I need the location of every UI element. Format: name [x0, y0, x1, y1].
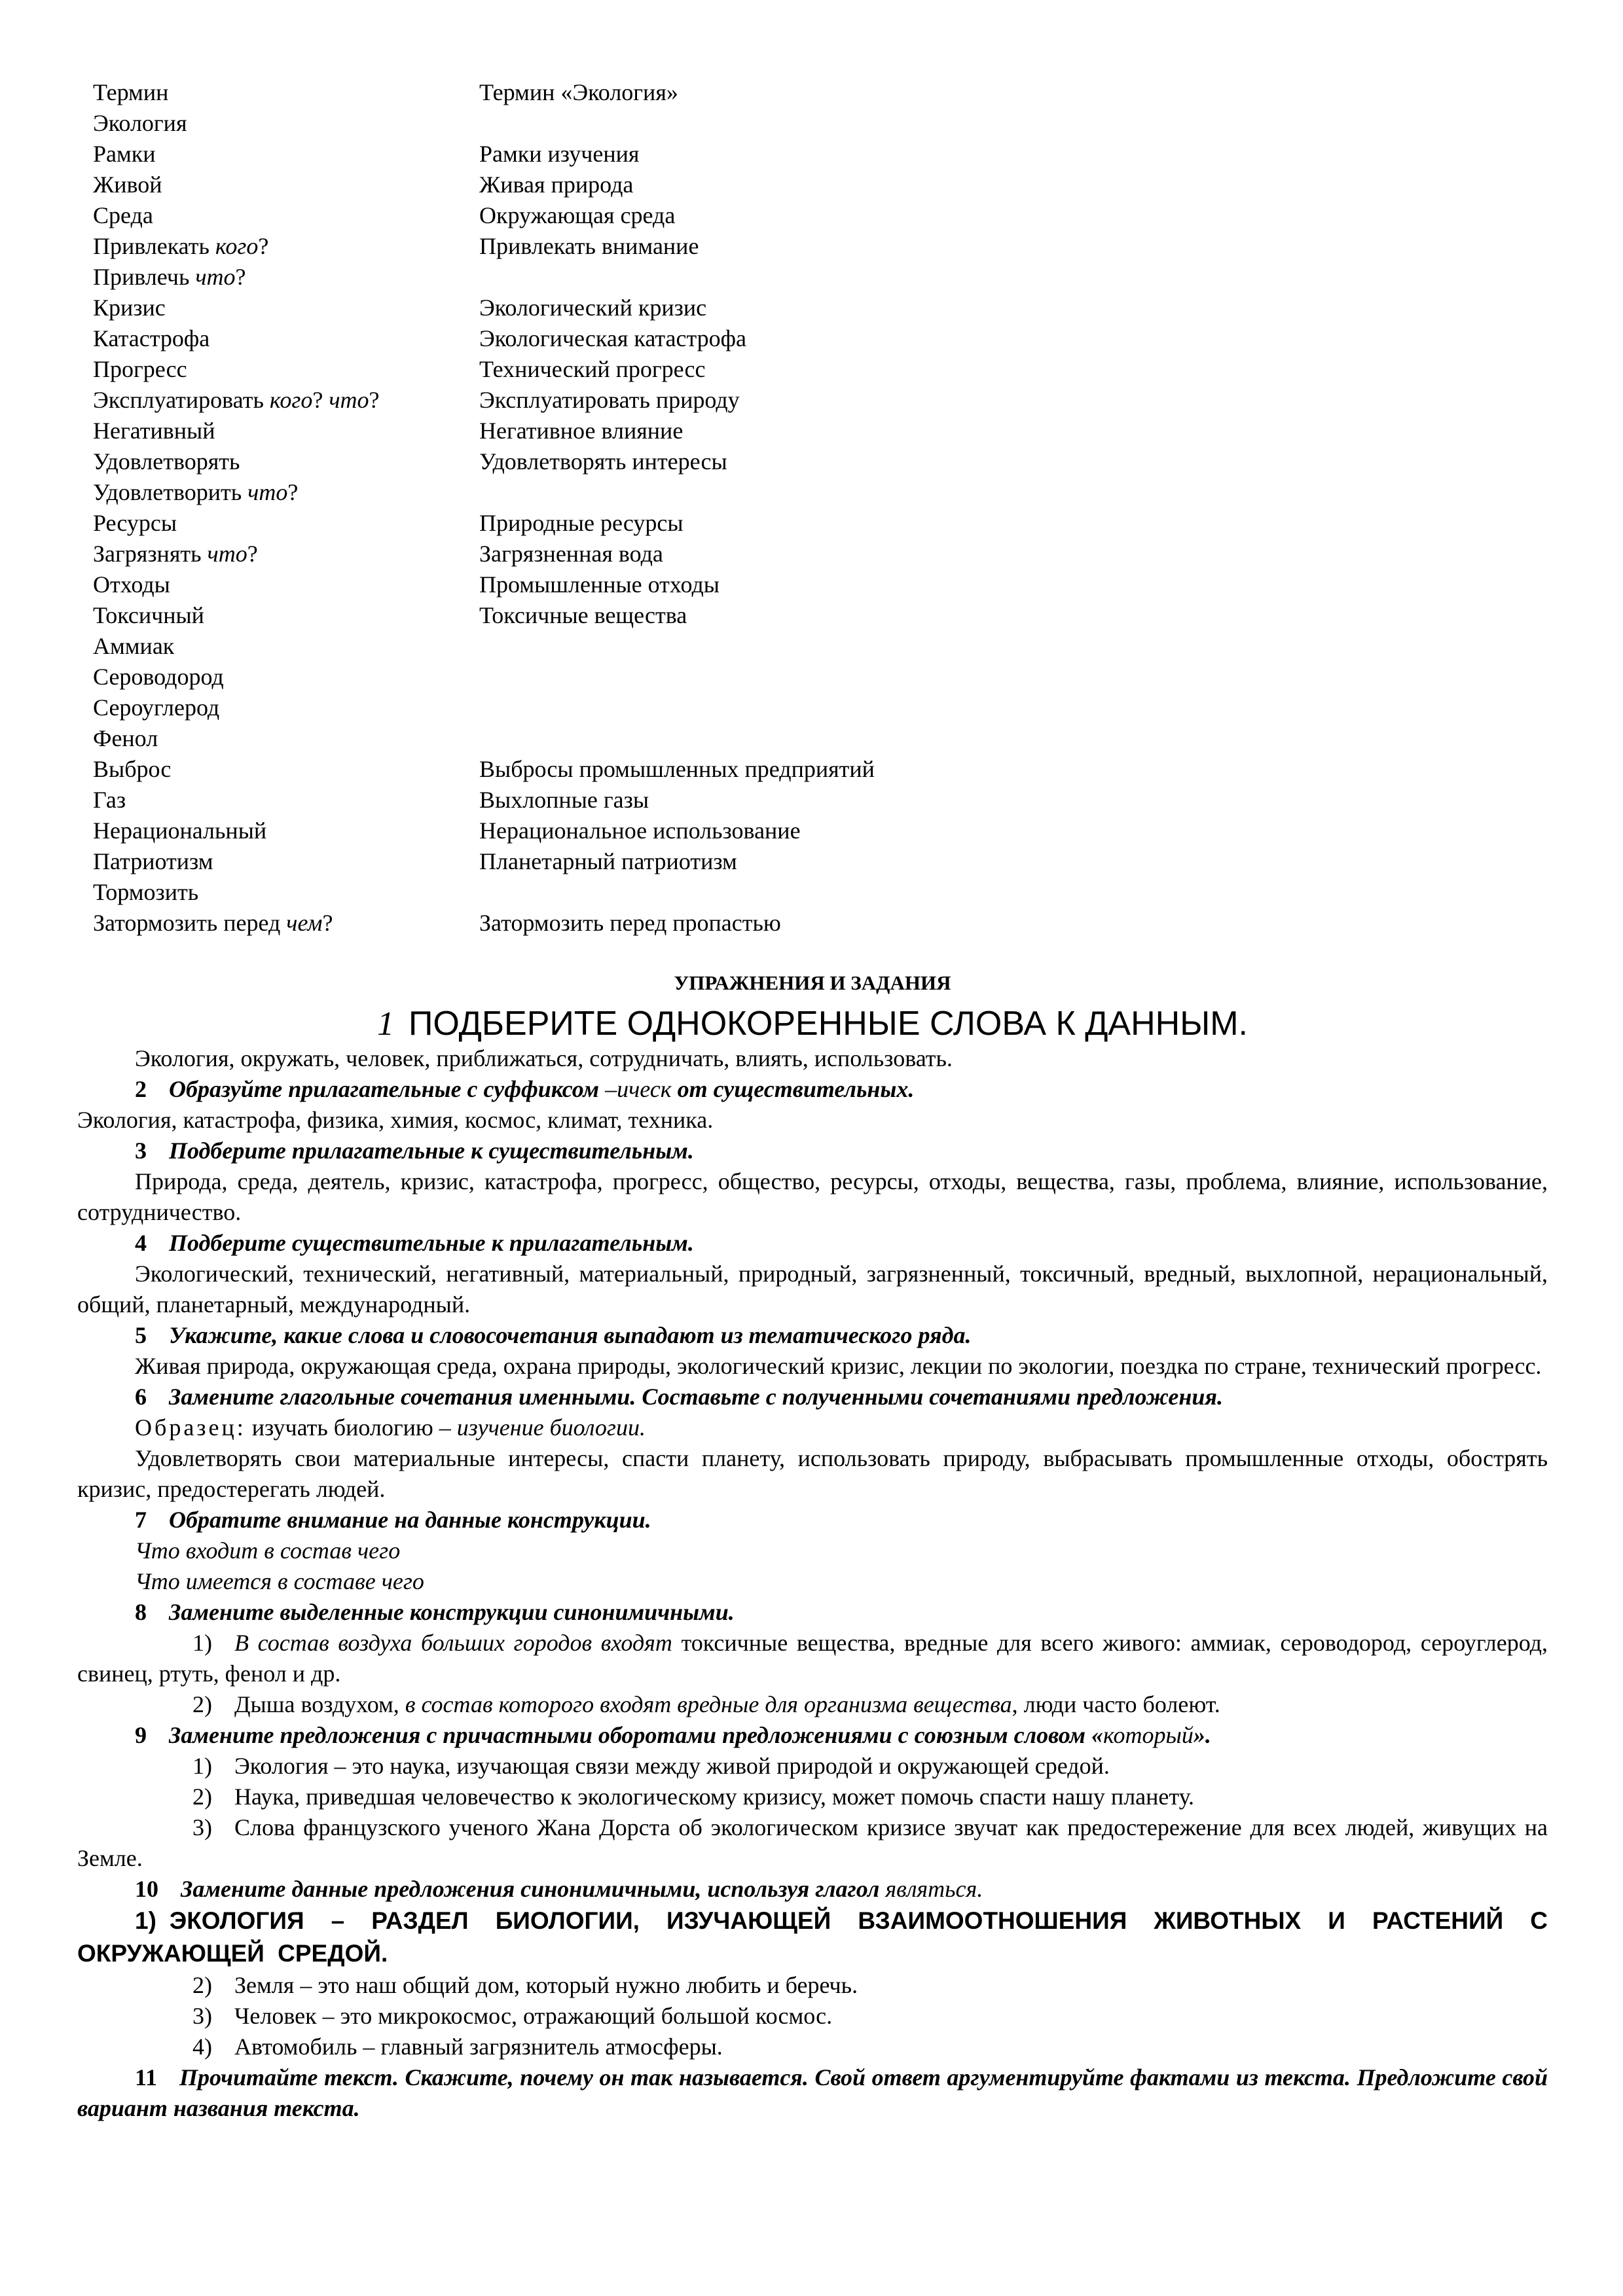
vocab-collocation: Промышленные отходы: [479, 571, 720, 598]
vocab-collocation: Живая природа: [479, 171, 634, 198]
task-8-item-2: 2) Дыша воздухом, в состав которого входят вредные для организма вещества, люди часто болеют.: [192, 1691, 1220, 1717]
task-10-title: 10 Замените данные предложения синонимичными, используя глагол являться.: [135, 1876, 983, 1902]
vocab-term: Негативный: [93, 418, 215, 444]
vocab-row: [93, 877, 1533, 908]
task-4-title: 4 Подберите существительные к прилагательным.: [135, 1230, 694, 1256]
vocab-row: [93, 508, 1533, 539]
task-3-text: Природа, среда, деятель, кризис, катастрофа, прогресс, общество, ресурсы, отходы, вещества, газы, проблема, влияние, использование, сотрудничество.: [77, 1168, 1548, 1225]
vocab-term: Газ: [93, 787, 126, 813]
vocab-row: [93, 908, 1533, 939]
vocab-term: Токсичный: [93, 602, 204, 628]
vocab-term: Сероуглерод: [93, 694, 220, 721]
task-7-line-1: Что входит в состав чего: [135, 1537, 401, 1564]
vocab-term: Рамки: [93, 141, 156, 167]
vocab-collocation: Экологический кризис: [479, 295, 707, 321]
vocab-row: [93, 785, 1533, 816]
vocab-collocation: Токсичные вещества: [479, 602, 687, 628]
task-8-item-1: 1) В состав воздуха больших городов входят токсичные вещества, вредные для всего живого: аммиак, сероводород, сероуглерод, свинец, ртуть, фенол и др.: [77, 1630, 1548, 1687]
vocab-term: Термин: [93, 79, 169, 105]
task-8-title: 8 Замените выделенные конструкции синонимичными.: [135, 1599, 735, 1625]
vocab-term: Отходы: [93, 571, 170, 598]
vocab-row: [93, 477, 1533, 508]
vocab-term: Тормозить: [93, 879, 199, 905]
vocab-collocation: Нерациональное использование: [479, 817, 801, 844]
vocabulary-table: [93, 77, 1533, 939]
vocab-term: Прогресс: [93, 356, 187, 382]
vocab-collocation: Рамки изучения: [479, 141, 640, 167]
vocab-collocation: Экологическая катастрофа: [479, 325, 746, 351]
task-10-item: 3) Человек – это микрокосмос, отражающий большой космос.: [192, 2003, 833, 2029]
vocab-row: [93, 754, 1533, 785]
vocab-collocation: Негативное влияние: [479, 418, 684, 444]
vocab-term: Выброс: [93, 756, 172, 782]
vocab-term: Нерациональный: [93, 817, 267, 844]
vocab-collocation: Загрязненная вода: [479, 541, 663, 567]
vocab-row: [93, 262, 1533, 293]
task-11-title: 11 Прочитайте текст. Скажите, почему он так называется. Свой ответ аргументируйте фактами из текста. Предложите свой вариант названия текста.: [77, 2064, 1548, 2121]
vocab-collocation: Выхлопные газы: [479, 787, 649, 813]
vocab-collocation: Затормозить перед пропастью: [479, 910, 781, 936]
task-2-text: Экология, катастрофа, физика, химия, космос, климат, техника.: [77, 1107, 714, 1133]
vocab-row: [93, 692, 1533, 723]
vocab-row: [93, 446, 1533, 477]
task-9-item: 3) Слова французского ученого Жана Дорста об экологическом кризисе звучат как предостережение для всех людей, живущих на Земле.: [77, 1814, 1548, 1871]
task-9-item: 2) Наука, приведшая человечество к экологическому кризису, может помочь спасти нашу планету.: [192, 1784, 1195, 1810]
vocab-row: [93, 323, 1533, 354]
vocab-term: Ресурсы: [93, 510, 177, 536]
vocab-term: Привлечь что?: [93, 264, 246, 290]
vocab-term: Привлекать кого?: [93, 233, 269, 259]
vocab-row: [93, 108, 1533, 139]
task-6-title: 6 Замените глагольные сочетания именными. Составьте с полученными сочетаниями предложения.: [135, 1384, 1223, 1410]
vocab-row: [93, 170, 1533, 200]
task-6-text: Удовлетворять свои материальные интересы, спасти планету, использовать природу, выбрасывать промышленные отходы, обострять кризис, предостерегать людей.: [77, 1445, 1548, 1502]
vocab-row: [93, 846, 1533, 877]
task-10-caps-item: 1) ЭКОЛОГИЯ – РАЗДЕЛ БИОЛОГИИ, ИЗУЧАЮЩЕЙ ВЗАИМООТНОШЕНИЯ ЖИВОТНЫХ И РАСТЕНИЙ С ОКРУЖАЮЩЕЙ СРЕДОЙ.: [77, 1907, 1548, 1967]
vocab-row: [93, 631, 1533, 662]
vocab-row: [93, 416, 1533, 446]
task-7-title: 7 Обратите внимание на данные конструкции.: [135, 1507, 651, 1533]
vocab-row: [93, 200, 1533, 231]
vocab-term: Эксплуатировать кого? что?: [93, 387, 380, 413]
vocab-term: Патриотизм: [93, 848, 213, 874]
vocab-row: [93, 231, 1533, 262]
vocab-term: Живой: [93, 171, 162, 198]
vocab-collocation: Природные ресурсы: [479, 510, 684, 536]
vocab-term: Сероводород: [93, 664, 224, 690]
task-number: 1: [377, 1005, 394, 1043]
vocab-term: Кризис: [93, 295, 166, 321]
vocab-collocation: Эксплуатировать природу: [479, 387, 740, 413]
vocab-collocation: Привлекать внимание: [479, 233, 699, 259]
exercises-section: [77, 967, 1548, 2124]
task-10-item: 4) Автомобиль – главный загрязнитель атмосферы.: [192, 2034, 723, 2060]
vocab-row: [93, 723, 1533, 754]
vocab-row: [93, 77, 1533, 108]
vocab-term: Загрязнять что?: [93, 541, 258, 567]
vocab-term: Экология: [93, 110, 187, 136]
vocab-term: Катастрофа: [93, 325, 210, 351]
task-5-title: 5 Укажите, какие слова и словосочетания выпадают из тематического ряда.: [135, 1322, 972, 1348]
vocab-collocation: Выбросы промышленных предприятий: [479, 756, 875, 782]
vocab-collocation: Технический прогресс: [479, 356, 706, 382]
vocab-row: [93, 539, 1533, 569]
task-1-text: Экология, окружать, человек, приближаться, сотрудничать, влиять, использовать.: [135, 1045, 953, 1071]
vocab-row: [93, 816, 1533, 846]
vocab-collocation: Окружающая среда: [479, 202, 676, 228]
vocab-term: Фенол: [93, 725, 158, 751]
vocab-row: [93, 662, 1533, 692]
vocab-row: [93, 600, 1533, 631]
vocab-collocation: Удовлетворять интересы: [479, 448, 727, 475]
vocab-row: [93, 139, 1533, 170]
vocab-row: [93, 385, 1533, 416]
task-4-text: Экологический, технический, негативный, материальный, природный, загрязненный, токсичный, вредный, выхлопной, нерациональный, общий, планетарный, международный.: [77, 1261, 1548, 1318]
task-5-text: Живая природа, окружающая среда, охрана природы, экологический кризис, лекции по экологии, поездка по стране, технический прогресс.: [135, 1353, 1542, 1379]
vocab-collocation: Планетарный патриотизм: [479, 848, 737, 874]
vocab-row: [93, 354, 1533, 385]
vocab-term: Аммиак: [93, 633, 175, 659]
vocab-row: [93, 293, 1533, 323]
task-9-title: 9 Замените предложения с причастными оборотами предложениями с союзным словом «который».: [135, 1722, 1211, 1748]
vocab-collocation: Термин «Экология»: [479, 79, 678, 105]
task-7-line-2: Что имеется в составе чего: [135, 1568, 424, 1594]
task-1-title: 1 ПОДБЕРИТЕ ОДНОКОРЕННЫЕ СЛОВА К ДАННЫМ.: [377, 1005, 1248, 1043]
section-heading: УПРАЖНЕНИЯ И ЗАДАНИЯ: [674, 971, 951, 994]
task-2-title: 2 Образуйте прилагательные с суффиксом –ическ от существительных.: [135, 1076, 915, 1102]
task-10-item: 2) Земля – это наш общий дом, который нужно любить и беречь.: [192, 1972, 858, 1998]
vocab-term: Затормозить перед чем?: [93, 910, 333, 936]
task-6-sample: Образец: изучать биологию – изучение биологии.: [135, 1414, 646, 1441]
task-9-item: 1) Экология – это наука, изучающая связи между живой природой и окружающей средой.: [192, 1753, 1110, 1779]
vocab-term: Среда: [93, 202, 153, 228]
task-3-title: 3 Подберите прилагательные к существительным.: [135, 1138, 694, 1164]
vocab-row: [93, 569, 1533, 600]
vocab-term: Удовлетворить что?: [93, 479, 299, 505]
vocab-term: Удовлетворять: [93, 448, 240, 475]
